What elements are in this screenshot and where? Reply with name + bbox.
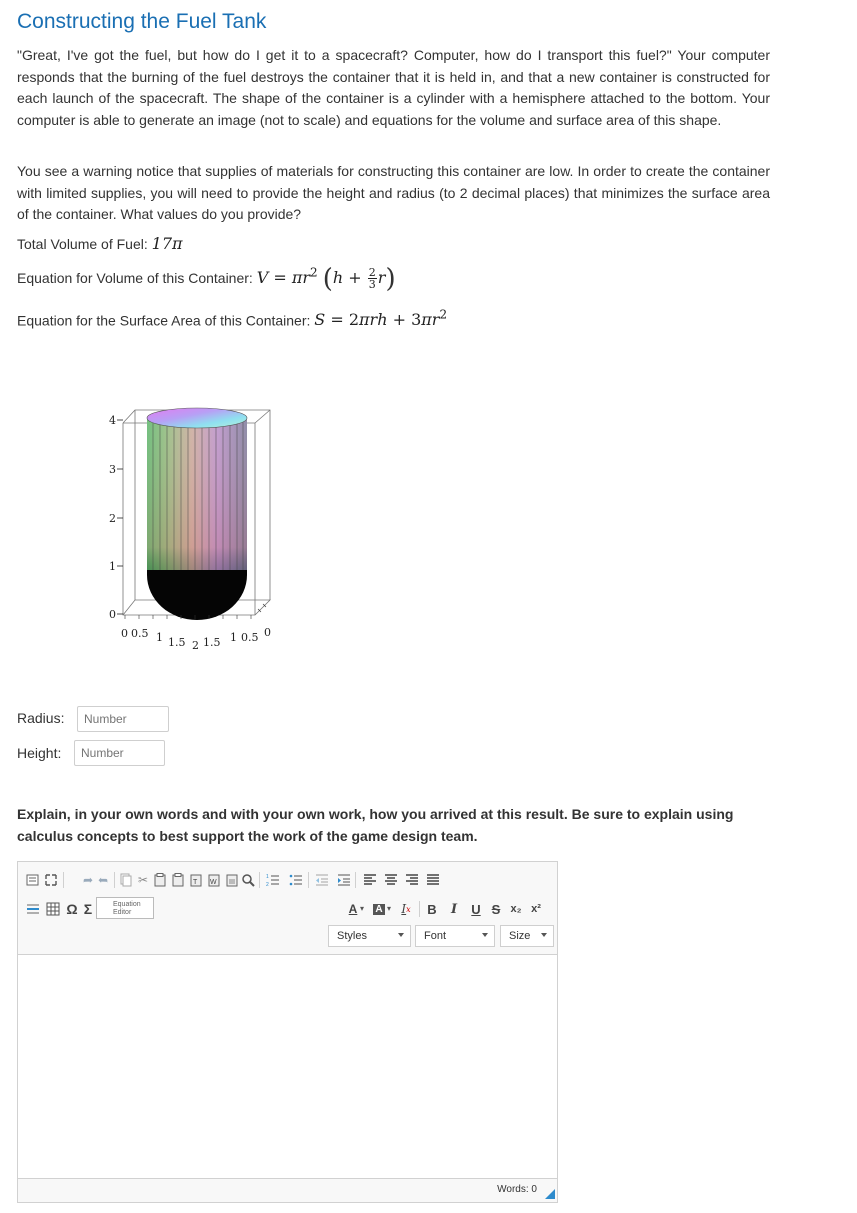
decrease-indent-icon[interactable] xyxy=(314,871,330,889)
align-center-icon[interactable] xyxy=(383,871,399,889)
font-dropdown[interactable] xyxy=(415,925,495,947)
x-tick-label: 0.5 xyxy=(241,631,259,644)
rich-text-editor xyxy=(17,861,558,1203)
x-tick-label: 1 xyxy=(230,631,237,644)
hemisphere-bottom xyxy=(147,570,247,620)
z-tick-label: 1 xyxy=(109,560,116,573)
undo-icon[interactable]: ➦ xyxy=(82,873,94,887)
x-axis-labels xyxy=(121,626,271,652)
text-color-icon[interactable]: A xyxy=(348,902,358,916)
z-tick-label: 3 xyxy=(109,463,116,476)
increase-indent-icon[interactable] xyxy=(336,871,352,889)
word-count: Words: 0 xyxy=(497,1184,537,1195)
task-paragraph: You see a warning notice that supplies of materials for constructing this container are low. In order to create the container with limited supplies, you will need to provide the height and radius (to 2 decimal places) that minimizes the surface area of the container. What values do you provide? xyxy=(17,163,770,223)
styles-dropdown[interactable] xyxy=(328,925,411,947)
volume-equation-label: Equation for Volume of this Container: xyxy=(17,270,253,286)
x-tick-label: 0 xyxy=(121,627,128,640)
background-color-dropdown-icon[interactable]: ▾ xyxy=(387,904,392,913)
strikethrough-button[interactable]: S xyxy=(491,901,501,917)
chevron-down-icon xyxy=(398,933,404,937)
paste-image-icon[interactable] xyxy=(224,871,240,889)
volume-equation: $V = \pi r^2$ (h + $\frac{2}{3}$ r) xyxy=(256,264,396,294)
height-label: Height: xyxy=(17,745,62,761)
svg-text:2: 2 xyxy=(266,882,269,887)
z-axis xyxy=(109,414,123,621)
z-tick-label: 0 xyxy=(109,608,116,621)
remove-format-icon[interactable]: I x xyxy=(401,902,411,916)
align-justify-icon[interactable] xyxy=(425,871,441,889)
total-volume-line xyxy=(17,234,183,253)
find-icon[interactable] xyxy=(240,871,256,889)
x-tick-label: 0.5 xyxy=(131,627,149,640)
surface-equation: $S = 2\pi rh + 3\pi r^2$ xyxy=(314,308,448,330)
height-input[interactable] xyxy=(74,740,165,766)
z-tick-label: 2 xyxy=(109,512,116,525)
text-color-dropdown-icon[interactable]: ▾ xyxy=(360,904,365,913)
bold-button[interactable]: B xyxy=(427,901,437,917)
x-tick-label: 2 xyxy=(192,639,199,652)
styles-dropdown-label: Styles xyxy=(337,930,367,942)
underline-button[interactable]: U xyxy=(471,901,481,917)
paste-text-icon[interactable] xyxy=(188,871,204,889)
surface-equation-line xyxy=(17,308,447,329)
paste-icon[interactable] xyxy=(170,871,186,889)
italic-button[interactable]: I xyxy=(450,901,458,917)
total-volume-value: 17π xyxy=(151,234,183,253)
page-title: Constructing the Fuel Tank xyxy=(17,10,267,33)
redo-icon[interactable]: ➦ xyxy=(97,873,109,887)
chevron-down-icon xyxy=(482,933,488,937)
radius-input[interactable] xyxy=(77,706,169,732)
equation-editor-button[interactable] xyxy=(96,897,154,919)
paste-word-icon[interactable] xyxy=(206,871,222,889)
explain-prompt: Explain, in your own words and with your own work, how you arrived at this result. Be sure to explain using calculus concepts to best support the work of the game design team. xyxy=(17,806,734,844)
top-cap xyxy=(147,408,247,428)
container-plot xyxy=(95,395,295,660)
special-char-icon[interactable]: Ω xyxy=(66,901,78,917)
radius-label: Radius: xyxy=(17,710,65,726)
x-tick-label: 1.5 xyxy=(203,636,221,649)
intro-paragraph: "Great, I've got the fuel, but how do I get it to a spacecraft? Computer, how do I transport this fuel?" Your computer responds that the burning of the fuel destroys the container that it is held in, and that a new container is constructed for each launch of the spacecraft. The shape of the container is a cylinder with a hemisphere attached to the bottom. Your computer is able to generate an image (not to scale) and equations for the volume and surface area of this shape. xyxy=(17,47,770,129)
superscript-button[interactable]: x² xyxy=(531,903,541,915)
editor-status-bar xyxy=(18,1178,557,1202)
numbered-list-icon[interactable] xyxy=(265,871,281,889)
source-icon[interactable] xyxy=(25,871,41,889)
size-dropdown-label: Size xyxy=(509,930,531,942)
size-dropdown[interactable] xyxy=(500,925,554,947)
cut-icon[interactable]: ✂ xyxy=(137,873,149,887)
subscript-button[interactable]: x₂ xyxy=(510,903,522,915)
svg-text:W: W xyxy=(210,879,217,886)
editor-toolbar xyxy=(18,862,557,955)
equation-editor-label-2: Editor xyxy=(113,909,132,916)
sigma-icon: Σ xyxy=(83,901,93,917)
align-left-icon[interactable] xyxy=(362,871,378,889)
x-tick-label: 1 xyxy=(156,631,163,644)
resize-handle-icon[interactable] xyxy=(545,1189,555,1199)
horizontal-line-icon[interactable] xyxy=(25,900,41,918)
svg-text:1: 1 xyxy=(266,874,269,880)
surface-equation-label: Equation for the Surface Area of this Container: xyxy=(17,312,311,329)
background-color-icon[interactable]: A xyxy=(375,903,383,915)
volume-equation-line xyxy=(17,264,396,294)
editor-content-area[interactable] xyxy=(18,955,557,1180)
align-right-icon[interactable] xyxy=(404,871,420,889)
copy-formatting-icon[interactable] xyxy=(118,871,134,889)
svg-text:T: T xyxy=(193,879,198,886)
font-dropdown-label: Font xyxy=(424,930,447,942)
chevron-down-icon xyxy=(541,933,547,937)
bulleted-list-icon[interactable] xyxy=(288,871,304,889)
total-volume-label: Total Volume of Fuel: xyxy=(17,236,148,252)
maximize-icon[interactable] xyxy=(43,871,59,889)
copy-icon[interactable] xyxy=(152,871,168,889)
x-tick-label: 0 xyxy=(264,626,271,639)
table-icon[interactable] xyxy=(45,900,61,918)
x-tick-label: 1.5 xyxy=(168,636,186,649)
z-tick-label: 4 xyxy=(109,414,116,427)
equation-editor-label-1: Equation xyxy=(113,901,141,908)
